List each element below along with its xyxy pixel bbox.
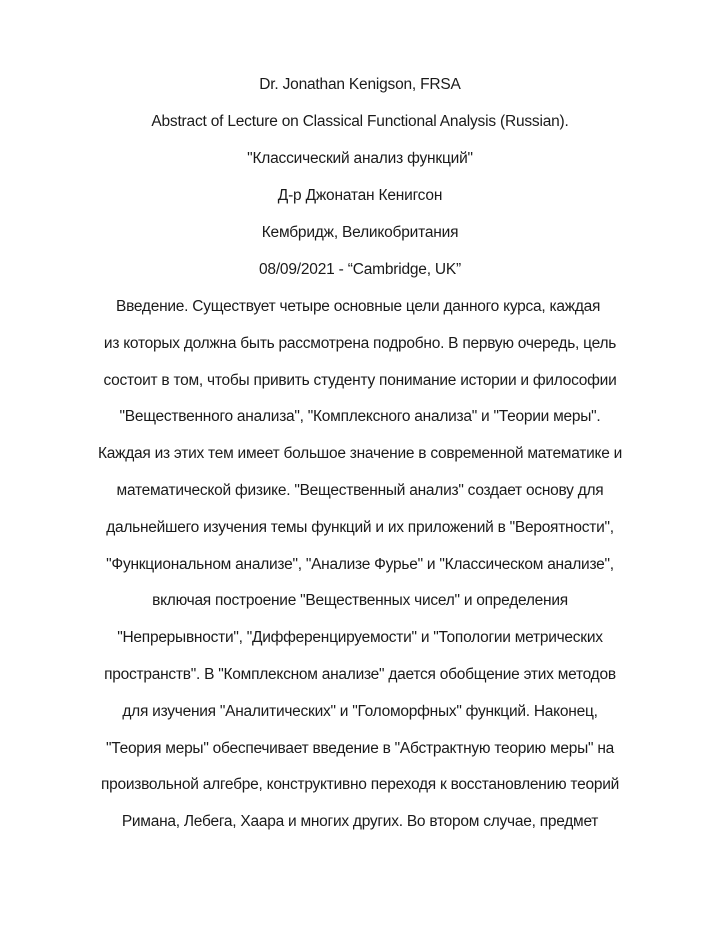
body-line: включая построение "Вещественных чисел" и определения: [152, 592, 568, 610]
abstract-title: Abstract of Lecture on Classical Functional Analysis (Russian).: [151, 113, 569, 130]
author-line: Dr. Jonathan Kenigson, FRSA: [259, 76, 461, 93]
russian-title: "Классический анализ функций": [247, 150, 473, 167]
body-line: дальнейшего изучения темы функций и их приложений в "Вероятности",: [106, 518, 614, 536]
date-place-line: 08/09/2021 - “Cambridge, UK”: [258, 261, 462, 278]
body-line: "Вещественного анализа", "Комплексного анализа" и "Теории меры".: [119, 408, 601, 426]
body-line: пространств". В "Комплексном анализе" дается обобщение этих методов: [104, 665, 616, 683]
body-line: Введение. Существует четыре основные цели данного курса, каждая: [116, 298, 601, 315]
document-body: [0, 289, 720, 841]
body-line: "Непрерывности", "Дифференцируемости" и "Топологии метрических: [117, 629, 603, 647]
body-line: "Теория меры" обеспечивает введение в "Абстрактную теорию меры" на: [105, 739, 615, 757]
body-line: Римана, Лебега, Хаара и многих других. Во втором случае, предмет: [121, 813, 599, 831]
body-line: произвольной алгебре, конструктивно переходя к восстановлению теорий: [100, 776, 620, 794]
body-line: для изучения "Аналитических" и "Голоморфных" функций. Наконец,: [122, 702, 598, 720]
russian-author: Д-р Джонатан Кенигсон: [277, 187, 443, 204]
location-line: Кембридж, Великобритания: [261, 224, 459, 241]
body-line: "Функциональном анализе", "Анализе Фурье" и "Классическом анализе",: [106, 555, 614, 573]
document-header: [0, 66, 720, 288]
body-line: из которых должна быть рассмотрена подробно. В первую очередь, цель: [103, 334, 617, 352]
body-line: математической физике. "Вещественный анализ" создает основу для: [116, 481, 604, 499]
body-line: состоит в том, чтобы привить студенту понимание истории и философии: [103, 371, 617, 389]
body-line: Каждая из этих тем имеет большое значение в современной математике и: [97, 445, 623, 463]
